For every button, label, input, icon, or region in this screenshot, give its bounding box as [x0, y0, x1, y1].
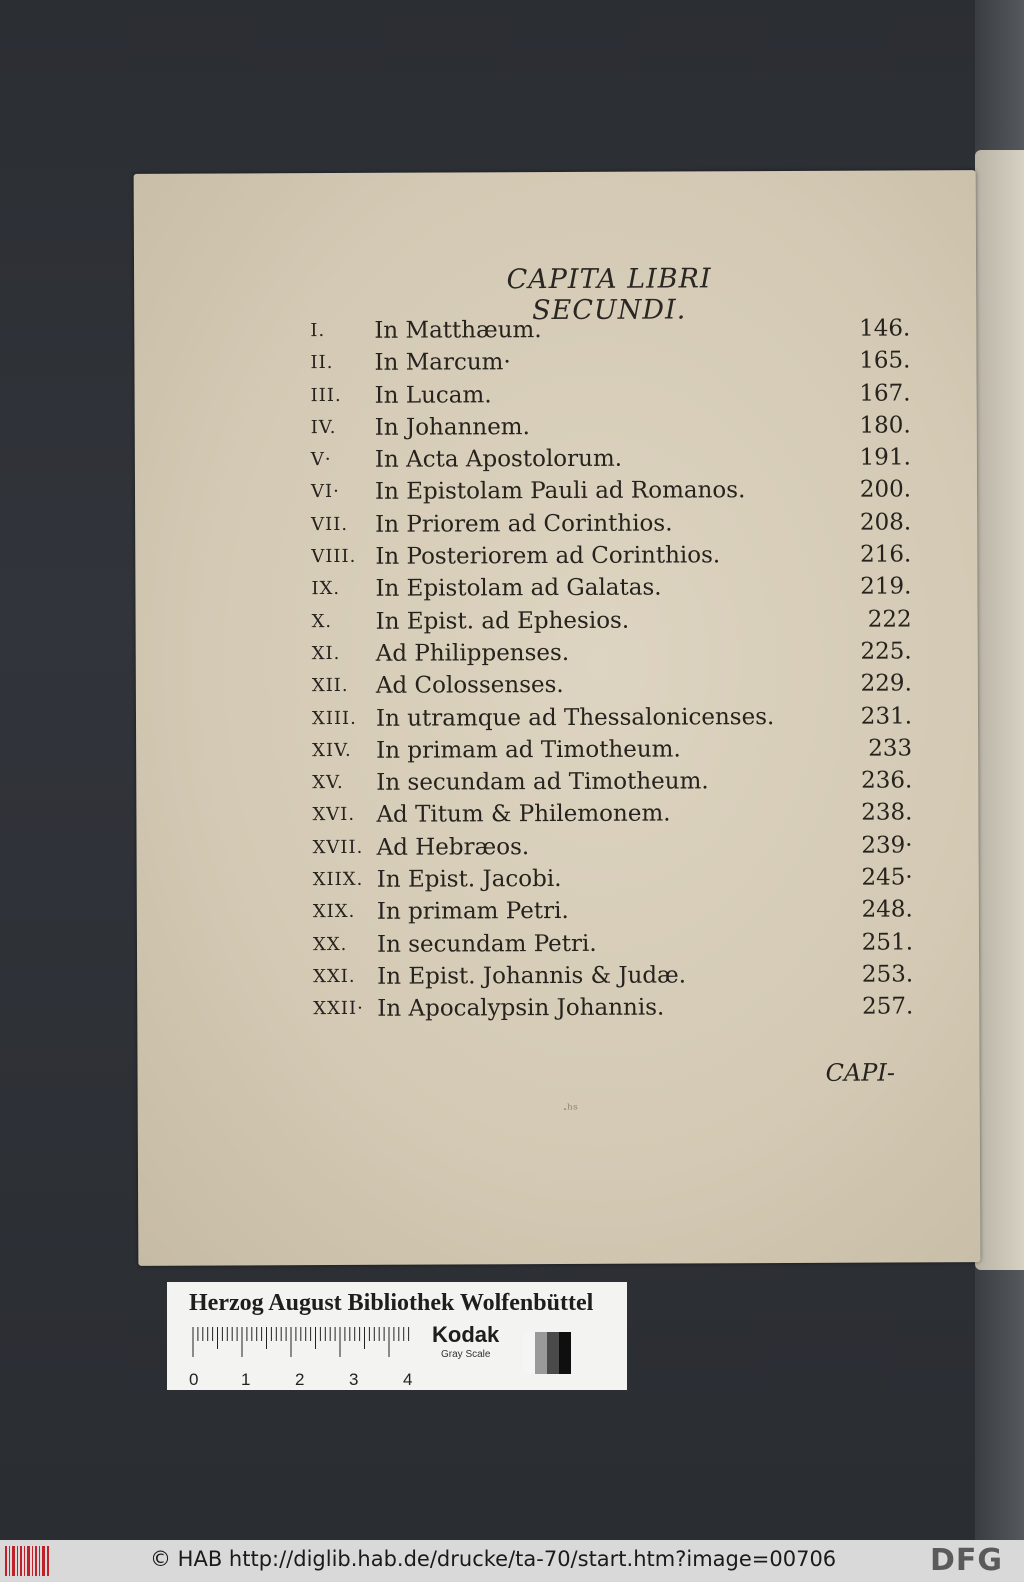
chapter-title: In Epist. Johannis & Judæ.	[377, 962, 687, 990]
page-number: 219.	[860, 573, 912, 601]
chapter-numeral: I.	[310, 320, 326, 342]
kodak-logo-text: Kodak	[432, 1322, 500, 1347]
chapter-numeral: XIV.	[312, 739, 352, 761]
page-header: CAPITA LIBRI SECUNDI.	[506, 263, 712, 327]
page-number: 233	[868, 735, 913, 762]
toc-entry	[312, 638, 912, 673]
chapter-numeral: V·	[310, 449, 332, 471]
chapter-title: In Epistolam ad Galatas.	[375, 574, 662, 603]
page-number: 167.	[859, 380, 911, 407]
toc-entry	[311, 509, 911, 544]
chapter-numeral: XV.	[312, 772, 344, 794]
footer-bar	[0, 1540, 1024, 1582]
toc-entry	[313, 929, 913, 964]
toc-entry	[311, 445, 911, 480]
book-page	[134, 170, 981, 1266]
chapter-title: In Epist. Jacobi.	[376, 866, 562, 893]
toc-entry	[311, 542, 911, 577]
calibration-card	[167, 1282, 627, 1390]
page-number: 239·	[861, 832, 913, 859]
toc-entry	[311, 380, 911, 415]
chapter-title: In Marcum·	[374, 349, 511, 377]
toc-entry	[312, 703, 912, 738]
chapter-title: Ad Philippenses.	[375, 639, 570, 667]
copyright-url: © HAB http://diglib.hab.de/drucke/ta-70/start.htm?image=00706	[150, 1547, 837, 1571]
chapter-title: In Matthæum.	[374, 317, 542, 344]
toc-entry	[312, 606, 912, 641]
toc-entry	[313, 832, 913, 867]
chapter-numeral: XVII.	[312, 836, 364, 858]
toc-entry	[310, 348, 910, 383]
toc-entry	[312, 768, 912, 803]
chapter-title: In Epistolam Pauli ad Romanos.	[374, 477, 746, 506]
ruler-label: 0	[189, 1370, 199, 1389]
chapter-title: In primam Petri.	[376, 898, 569, 926]
toc-entry	[313, 961, 913, 996]
ruler-label: 3	[349, 1370, 359, 1389]
chapter-numeral: XX.	[312, 933, 348, 955]
toc-entry	[312, 800, 912, 835]
chapter-title: In secundam Petri.	[376, 930, 597, 958]
chapter-numeral: VIII.	[311, 545, 357, 568]
page-number: 146.	[859, 315, 911, 342]
chapter-title: In Johannem.	[374, 414, 530, 441]
chapter-title: In secundam ad Timotheum.	[376, 768, 709, 796]
chapter-numeral: III.	[310, 384, 342, 406]
page-number: 191.	[859, 444, 911, 471]
chapter-title: In Lucam.	[374, 381, 492, 409]
table-of-contents	[310, 315, 913, 1028]
chapter-title: In Acta Apostolorum.	[374, 445, 623, 473]
chapter-numeral: XXII·	[313, 998, 364, 1020]
page-number: 208.	[859, 509, 912, 536]
chapter-title: Ad Hebræos.	[376, 833, 530, 861]
dfg-logo: DFG	[930, 1543, 1004, 1578]
toc-entry	[313, 897, 913, 932]
ruler-label: 2	[295, 1370, 305, 1389]
adjacent-page-sheet	[975, 150, 1024, 1270]
ruler-label: 1	[241, 1370, 251, 1389]
chapter-numeral: XIIX.	[312, 868, 364, 891]
chapter-title: In Apocalypsin Johannis.	[377, 994, 665, 1023]
toc-entry	[311, 574, 911, 609]
page-number: 253.	[861, 961, 914, 988]
chapter-title: In Priorem ad Corinthios.	[375, 510, 673, 538]
chapter-numeral: IX.	[311, 578, 341, 600]
gray-scale-label: Gray Scale	[441, 1349, 491, 1360]
barcode-icon	[5, 1546, 49, 1576]
chapter-numeral: X.	[311, 610, 333, 632]
page-number: 200.	[859, 476, 912, 504]
library-name: Herzog August Bibliothek Wolfenbüttel	[189, 1290, 594, 1316]
chapter-numeral: II.	[310, 352, 334, 374]
chapter-numeral: XII.	[311, 675, 349, 697]
chapter-numeral: XIII.	[311, 707, 357, 729]
page-number: 238.	[861, 799, 913, 827]
gray-scale-swatch	[523, 1332, 571, 1374]
chapter-numeral: VII.	[311, 513, 349, 535]
chapter-title: In primam ad Timotheum.	[376, 736, 681, 764]
chapter-title: In utramque ad Thessalonicenses.	[375, 703, 775, 732]
chapter-numeral: XIX.	[312, 901, 356, 923]
toc-entry	[311, 477, 911, 512]
scale-ruler	[183, 1327, 423, 1389]
page-number: 245·	[861, 864, 913, 891]
chapter-title: In Posteriorem ad Corinthios.	[375, 542, 721, 570]
toc-entry	[313, 864, 913, 899]
page-number: 216.	[860, 541, 912, 568]
toc-entry	[312, 735, 912, 770]
toc-entry	[311, 412, 911, 447]
page-number: 231.	[860, 703, 913, 730]
chapter-title: Ad Colossenses.	[375, 672, 564, 700]
page-number: 229.	[860, 670, 912, 697]
page-number: 251.	[861, 929, 914, 956]
chapter-numeral: XXI.	[313, 965, 356, 988]
chapter-title: Ad Titum & Philemonem.	[376, 800, 671, 829]
chapter-numeral: VI·	[310, 481, 340, 503]
page-number: 165.	[859, 347, 911, 374]
chapter-numeral: XI.	[311, 642, 341, 665]
ruler-label: 4	[403, 1370, 413, 1389]
page-number: 257.	[861, 993, 914, 1020]
toc-entry	[312, 671, 912, 706]
page-number: 222	[867, 606, 912, 633]
catchword: CAPI-	[825, 1058, 896, 1087]
page-number: 236.	[861, 767, 913, 794]
toc-entry	[310, 315, 910, 350]
toc-entry	[313, 994, 913, 1029]
chapter-title: In Epist. ad Ephesios.	[375, 607, 630, 635]
chapter-numeral: XVI.	[312, 804, 356, 826]
page-number: 225.	[860, 638, 912, 665]
ink-smudge: ·ʰˢ	[562, 1101, 578, 1118]
page-number: 180.	[859, 412, 911, 439]
chapter-numeral: IV.	[310, 416, 337, 438]
page-number: 248.	[861, 896, 913, 924]
